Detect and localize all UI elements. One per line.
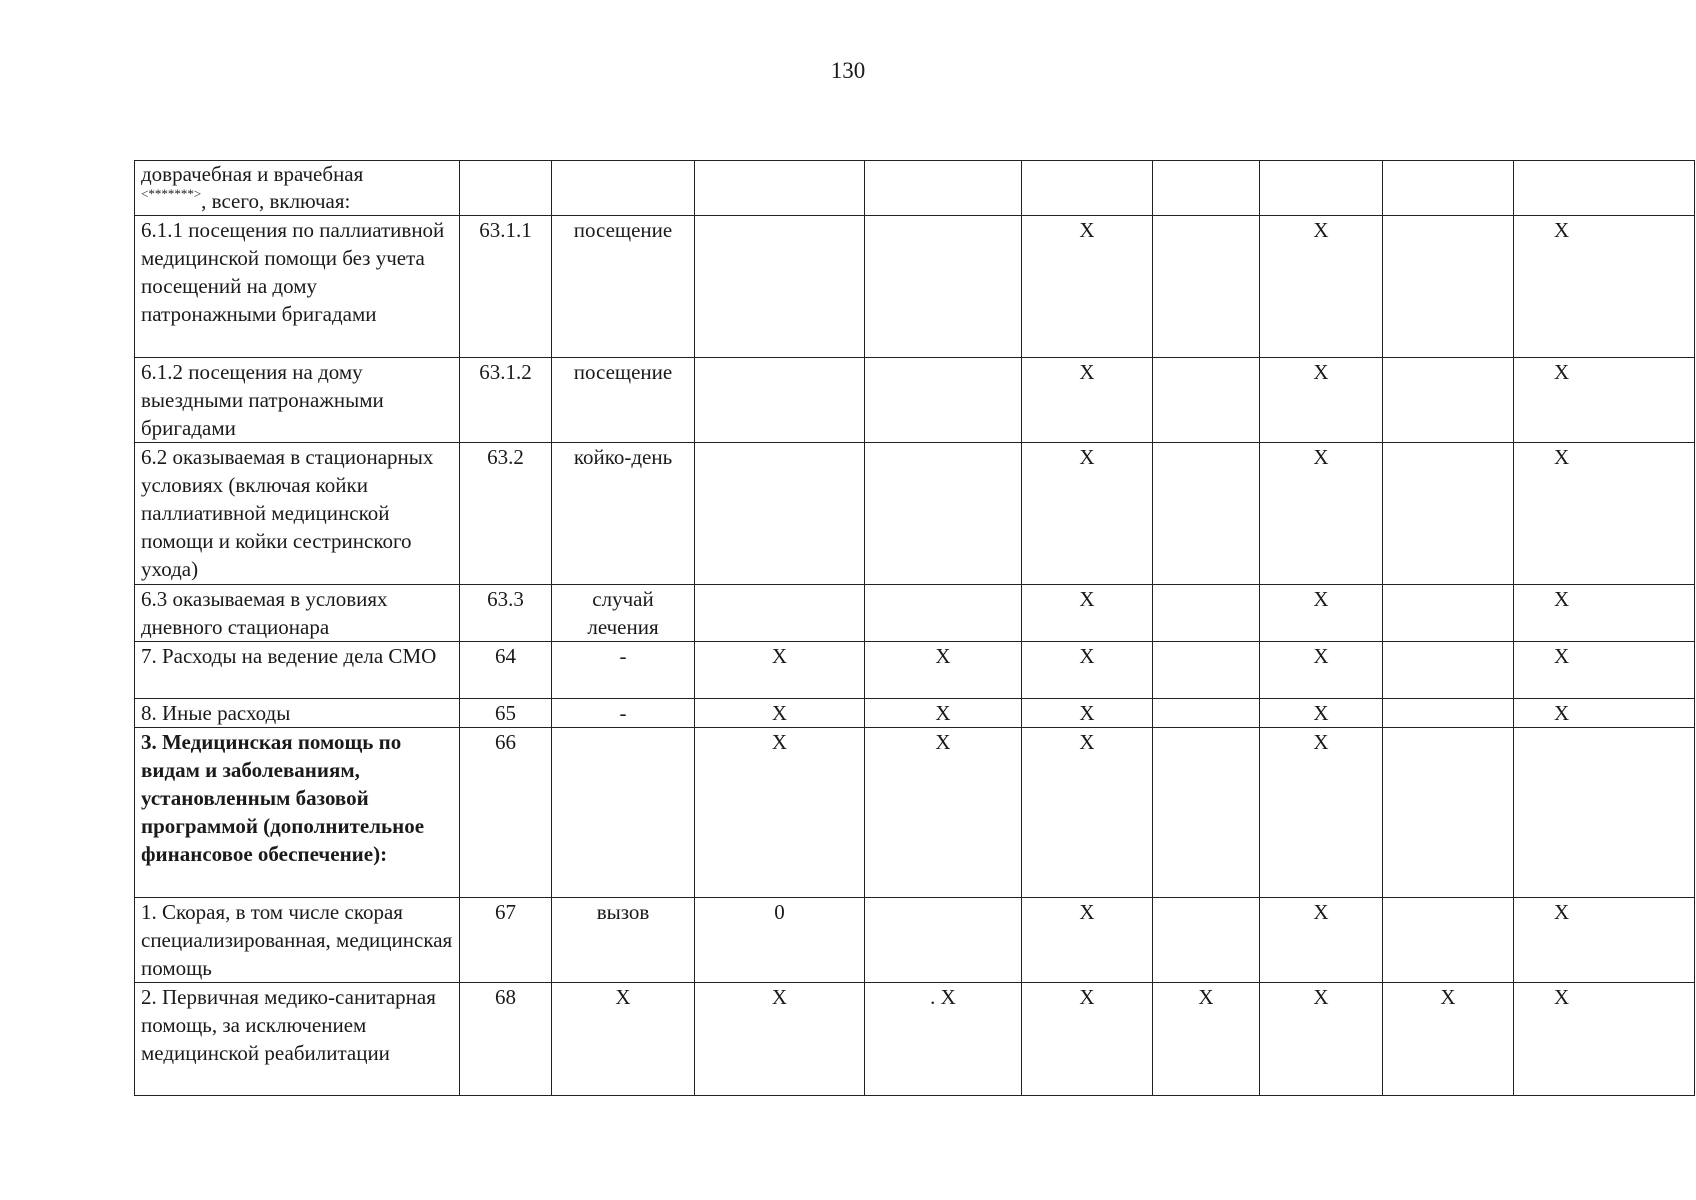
table-cell: X [1022, 642, 1153, 699]
row-unit [552, 728, 695, 898]
row-description: 6.1.2 посещения на дому выездными патронажными бригадами [135, 358, 460, 443]
table-cell [695, 216, 865, 358]
row-unit: посещение [552, 216, 695, 358]
row-unit: - [552, 699, 695, 728]
table-cell [1153, 585, 1260, 642]
row-code: 65 [460, 699, 552, 728]
row-unit: посещение [552, 358, 695, 443]
row-unit: случай лечения [552, 585, 695, 642]
table-cell [1153, 699, 1260, 728]
table-cell [695, 161, 865, 216]
table-cell [1383, 728, 1514, 898]
row-description: 6.3 оказываемая в условиях дневного стационара [135, 585, 460, 642]
table-cell: X [1022, 358, 1153, 443]
row-unit: вызов [552, 898, 695, 983]
table-cell: X [865, 728, 1022, 898]
table-cell [1153, 898, 1260, 983]
table-cell [1153, 443, 1260, 585]
table-cell [1383, 585, 1514, 642]
table-cell [1383, 898, 1514, 983]
row-code: 66 [460, 728, 552, 898]
table-cell: 0 [695, 898, 865, 983]
table-cell: X [1153, 983, 1260, 1096]
table-row [135, 585, 1695, 642]
table-cell: X [1260, 642, 1383, 699]
row-description: 8. Иные расходы [135, 699, 460, 728]
table-cell [865, 161, 1022, 216]
table-row [135, 983, 1695, 1096]
table-cell: X [1022, 585, 1153, 642]
table-cell [1153, 216, 1260, 358]
table-cell [1153, 642, 1260, 699]
table-cell [865, 585, 1022, 642]
table-cell [1260, 161, 1383, 216]
row-unit: - [552, 642, 695, 699]
table-cell: X [1022, 216, 1153, 358]
row-unit [552, 161, 695, 216]
table-row [135, 216, 1695, 358]
table-cell: . X [865, 983, 1022, 1096]
row-code: 68 [460, 983, 552, 1096]
table-cell: X [1514, 898, 1695, 983]
table-cell [1514, 728, 1695, 898]
table-row [135, 699, 1695, 728]
table-cell [1383, 358, 1514, 443]
table-cell: X [695, 728, 865, 898]
row-description: 1. Скорая, в том числе скорая специализированная, медицинская помощь [135, 898, 460, 983]
row-description: 6.1.1 посещения по паллиативной медицинской помощи без учета посещений на дому патронажными бригадами [135, 216, 460, 358]
row-code: 67 [460, 898, 552, 983]
row-description [135, 161, 460, 216]
row-unit: койко-день [552, 443, 695, 585]
table-cell: X [1260, 898, 1383, 983]
table-cell [1383, 699, 1514, 728]
table-cell [1153, 161, 1260, 216]
table-cell: X [1514, 585, 1695, 642]
table-cell [865, 358, 1022, 443]
table-cell [1383, 216, 1514, 358]
table-cell: X [695, 699, 865, 728]
table-cell [1383, 161, 1514, 216]
table-cell [1022, 161, 1153, 216]
table-cell [1514, 161, 1695, 216]
table-cell [865, 443, 1022, 585]
table-cell: X [1260, 699, 1383, 728]
row-code: 63.1.1 [460, 216, 552, 358]
table-cell [695, 585, 865, 642]
table-row [135, 443, 1695, 585]
table-cell: X [865, 642, 1022, 699]
row-description-line: , всего, включая: [201, 189, 351, 213]
row-description: 2. Первичная медико-санитарная помощь, за исключением медицинской реабилитации [135, 983, 460, 1096]
table-cell: X [1022, 728, 1153, 898]
row-description: 6.2 оказываемая в стационарных условиях (включая койки паллиативной медицинской помощи и койки сестринского ухода) [135, 443, 460, 585]
table-row [135, 161, 1695, 216]
table-row [135, 898, 1695, 983]
table-cell: X [1514, 983, 1695, 1096]
table-body [135, 161, 1695, 1096]
row-description: 7. Расходы на ведение дела СМО [135, 642, 460, 699]
table-cell: X [1514, 642, 1695, 699]
table-cell: X [1260, 358, 1383, 443]
table-cell: X [695, 642, 865, 699]
table-cell: X [1260, 728, 1383, 898]
row-code: 63.3 [460, 585, 552, 642]
row-code: 63.2 [460, 443, 552, 585]
table-row [135, 642, 1695, 699]
row-code [460, 161, 552, 216]
table-cell: X [1514, 216, 1695, 358]
table-cell [695, 443, 865, 585]
row-code: 64 [460, 642, 552, 699]
table-cell [695, 358, 865, 443]
table-cell: X [1022, 983, 1153, 1096]
page-number: 130 [830, 58, 866, 83]
row-code: 63.1.2 [460, 358, 552, 443]
row-unit: X [552, 983, 695, 1096]
table-cell [1383, 443, 1514, 585]
table-cell: X [1514, 443, 1695, 585]
row-description-line: доврачебная и врачебная [141, 162, 364, 186]
table-cell: X [1022, 699, 1153, 728]
table-cell: X [1022, 898, 1153, 983]
row-description: 3. Медицинская помощь по видам и заболеваниям, установленным базовой программой (дополнительное финансовое обеспечение): [135, 728, 460, 898]
table-cell [1153, 358, 1260, 443]
table-cell: X [695, 983, 865, 1096]
table-cell: X [1260, 585, 1383, 642]
table-cell [1383, 642, 1514, 699]
table-cell: X [1260, 983, 1383, 1096]
table-cell [865, 216, 1022, 358]
table-cell: X [1514, 699, 1695, 728]
data-table [134, 160, 1695, 1096]
row-description-footnote: <*******> [141, 186, 202, 201]
table-cell: X [865, 699, 1022, 728]
table-row [135, 358, 1695, 443]
table-cell: X [1022, 443, 1153, 585]
table-cell: X [1260, 443, 1383, 585]
table-cell: X [1514, 358, 1695, 443]
table-cell: X [1260, 216, 1383, 358]
table-cell [1153, 728, 1260, 898]
table-row [135, 728, 1695, 898]
table-cell [865, 898, 1022, 983]
table-cell: X [1383, 983, 1514, 1096]
